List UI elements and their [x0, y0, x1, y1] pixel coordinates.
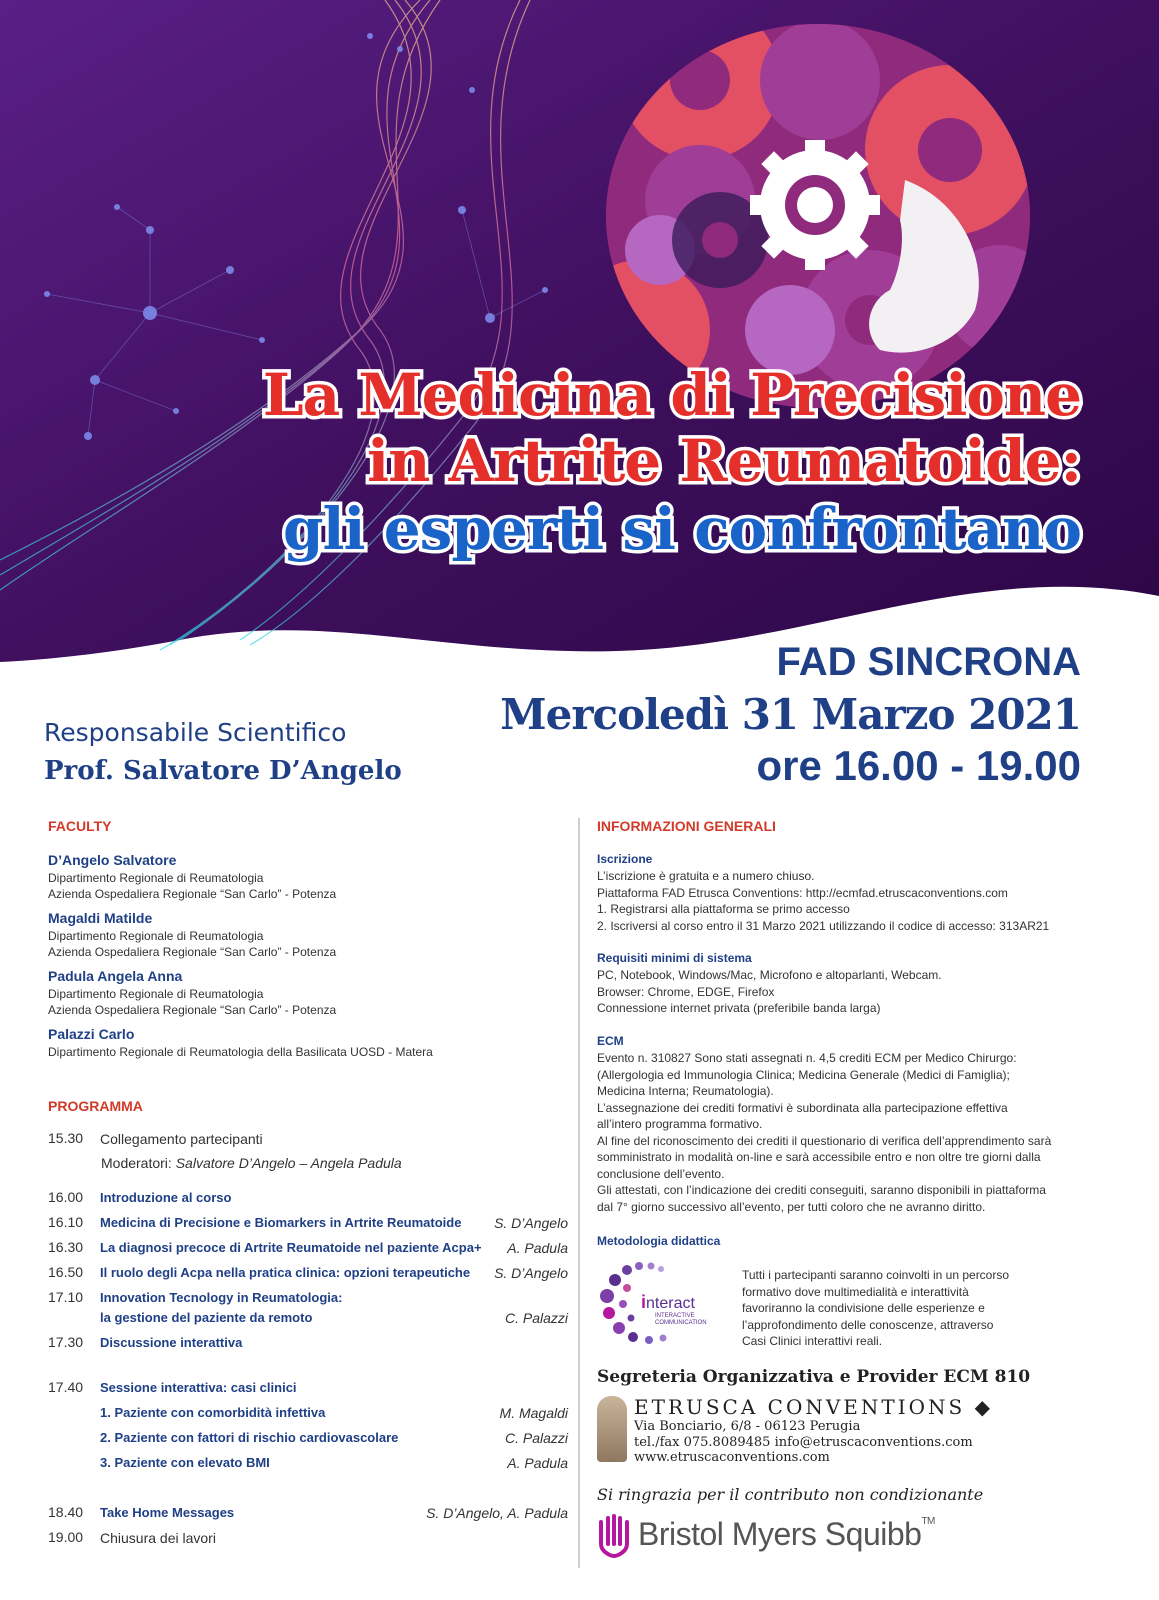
program-row — [48, 1264, 568, 1286]
faculty-name: Padula Angela Anna — [48, 968, 183, 984]
event-date: Mercoledì 31 Marzo 2021 — [500, 690, 1081, 739]
program-speaker: A. Padula — [507, 1455, 568, 1471]
faculty-heading: FACULTY — [48, 818, 112, 834]
event-time: ore 16.00 - 19.00 — [756, 742, 1081, 789]
segreteria-heading: Segreteria Organizzativa e Provider ECM 810 — [597, 1367, 1031, 1387]
info-line: (Allergologia ed Immunologia Clinica; Medicina Generale (Medici di Famiglia); — [597, 1067, 1010, 1082]
info-line: Piattaforma FAD Etrusca Conventions: http://ecmfad.etruscaconventions.com — [597, 885, 1008, 900]
faculty-member — [48, 968, 336, 1018]
bms-mark-icon — [597, 1514, 631, 1558]
program-speaker: S. D’Angelo — [494, 1215, 568, 1231]
program-row — [48, 1239, 568, 1261]
faculty-name: D’Angelo Salvatore — [48, 852, 177, 868]
program-time: 18.40 — [48, 1504, 84, 1520]
program-row — [48, 1529, 568, 1551]
interact-logo — [597, 1258, 727, 1348]
program-time: 19.00 — [48, 1529, 84, 1545]
ecm-text — [597, 1050, 1051, 1215]
program-time: 16.50 — [48, 1264, 84, 1280]
info-heading: INFORMAZIONI GENERALI — [597, 818, 776, 834]
program-text: Collegamento partecipanti — [100, 1131, 263, 1147]
title-line-3: gli esperti si confrontano — [282, 495, 1081, 563]
info-line: L’assegnazione dei crediti formativi è subordinata alla partecipazione effettiva — [597, 1100, 1008, 1115]
requisiti-text — [597, 967, 942, 1017]
faculty-name: Magaldi Matilde — [48, 910, 153, 926]
info-line: 1. Registrarsi alla piattaforma se primo accesso — [597, 902, 850, 916]
info-line: Al fine del riconoscimento dei crediti il questionario di verifica dell’apprendimento sarà — [597, 1133, 1052, 1148]
info-line: favoriranno la condivisione delle esperienze e — [742, 1301, 985, 1315]
program-row — [48, 1214, 568, 1236]
programma-heading: PROGRAMMA — [48, 1098, 143, 1114]
program-text: Discussione interattiva — [100, 1335, 243, 1350]
etrusca-contact: tel./fax 075.8089485 info@etruscaconventions.com — [634, 1435, 973, 1450]
responsabile-label: Responsabile Scientifico — [44, 718, 347, 747]
program-text: Introduzione al corso — [100, 1190, 232, 1205]
bms-logo-icon — [597, 1514, 631, 1558]
program-time: 17.30 — [48, 1334, 84, 1350]
requisiti-title: Requisiti minimi di sistema — [597, 951, 752, 965]
moderatori-label: Moderatori: — [101, 1155, 172, 1171]
program-text: Sessione interattiva: casi clinici — [100, 1380, 297, 1395]
etrusca-web: www.etruscaconventions.com — [634, 1450, 830, 1465]
hero-banner — [0, 0, 1159, 680]
program-row — [48, 1504, 568, 1526]
etrusca-address: Via Bonciario, 6/8 - 06123 Perugia — [634, 1419, 861, 1434]
metodologia-title: Metodologia didattica — [597, 1234, 721, 1248]
info-line: all’intero programma formativo. — [597, 1117, 763, 1131]
program-row — [48, 1429, 568, 1451]
info-line: L’iscrizione è gratuita e a numero chiuso. — [597, 869, 815, 883]
program-speaker: A. Padula — [507, 1240, 568, 1256]
program-time: 16.00 — [48, 1189, 84, 1205]
program-row — [48, 1334, 568, 1356]
sponsor-thanks: Si ringrazia per il contributo non condizionante — [597, 1485, 984, 1504]
program-time: 15.30 — [48, 1130, 84, 1146]
info-line: Medicina Interna; Reumatologia). — [597, 1084, 774, 1098]
faculty-member — [48, 852, 336, 902]
faculty-affiliation: Dipartimento Regionale di Reumatologia — [48, 987, 264, 1001]
info-line: dal 7° giorno successivo all’evento, per tutti coloro che ne avranno diritto. — [597, 1199, 986, 1214]
info-line: 2. Iscriversi al corso entro il 31 Marzo 2021 utilizzando il codice di accesso: 313AR21 — [597, 918, 1050, 933]
info-line: Casi Clinici interattivi reali. — [742, 1334, 883, 1348]
interact-logo-text: interact — [641, 1292, 695, 1312]
info-line: conclusione dell’evento. — [597, 1166, 725, 1181]
info-line: formativo dove multimedialità e interattività — [742, 1284, 969, 1299]
responsabile-name: Prof. Salvatore D’Angelo — [44, 756, 402, 786]
program-text: 3. Paziente con elevato BMI — [100, 1455, 270, 1470]
faculty-affiliation: Azienda Ospedaliera Regionale “San Carlo” - Potenza — [48, 945, 337, 959]
hero-artwork — [0, 0, 1159, 680]
moderatori-names: Salvatore D’Angelo – Angela Padula — [175, 1155, 402, 1171]
program-row — [48, 1189, 568, 1211]
etrusca-name — [634, 1395, 993, 1419]
program-text: 1. Paziente con comorbidità infettiva — [100, 1405, 326, 1420]
column-divider — [578, 818, 580, 1568]
info-line: PC, Notebook, Windows/Mac, Microfono e altoparlanti, Webcam. — [597, 968, 942, 982]
program-speaker: S. D’Angelo, A. Padula — [426, 1505, 568, 1521]
info-line: Connessione internet privata (preferibile banda larga) — [597, 1001, 881, 1015]
program-speaker: M. Magaldi — [499, 1405, 568, 1421]
title-line-2: in Artrite Reumatoide: — [367, 427, 1081, 495]
info-line: Tutti i partecipanti saranno coinvolti in un percorso — [742, 1268, 1010, 1282]
faculty-member — [48, 1026, 433, 1060]
event-mode: FAD SINCRONA — [776, 640, 1081, 684]
moderatori — [101, 1155, 402, 1171]
info-line: Gli attestati, con l’indicazione dei crediti conseguiti, saranno disponibili in piattaforma — [597, 1183, 1046, 1197]
bms-logo-text — [638, 1516, 935, 1553]
bms-name: Bristol Myers Squibb — [638, 1516, 922, 1552]
metodologia-text — [742, 1267, 1042, 1350]
diamond-icon: ◆ — [974, 1395, 993, 1419]
bms-tm: TM — [921, 1516, 935, 1527]
ecm-title: ECM — [597, 1034, 624, 1048]
program-row — [48, 1379, 568, 1401]
faculty-affiliation: Dipartimento Regionale di Reumatologia — [48, 871, 264, 885]
program-row — [48, 1404, 568, 1426]
etrusca-logo-icon — [597, 1396, 627, 1462]
program-row — [48, 1289, 568, 1311]
faculty-affiliation: Azienda Ospedaliera Regionale “San Carlo” - Potenza — [48, 1003, 337, 1017]
program-text: 2. Paziente con fattori di rischio cardiovascolare — [100, 1430, 399, 1445]
program-time: 16.30 — [48, 1239, 84, 1255]
etrusca-name-text: ETRUSCA CONVENTIONS — [634, 1395, 966, 1419]
iscrizione-title: Iscrizione — [597, 852, 653, 866]
program-text: Medicina di Precisione e Biomarkers in Artrite Reumatoide — [100, 1215, 462, 1230]
info-line: somministrato in modalità on-line e sarà accessibile entro e non oltre tre giorni dalla — [597, 1150, 1041, 1164]
program-text: Innovation Tecnology in Reumatologia: — [100, 1290, 343, 1305]
info-line: Evento n. 310827 Sono stati assegnati n. 4,5 crediti ECM per Medico Chirurgo: — [597, 1051, 1017, 1065]
program-speaker: S. D’Angelo — [494, 1265, 568, 1281]
info-line: l’approfondimento delle conoscenze, attraverso — [742, 1317, 994, 1332]
info-line: Browser: Chrome, EDGE, Firefox — [597, 984, 775, 999]
program-row — [48, 1309, 568, 1331]
interact-logo-main: nteract — [646, 1295, 695, 1312]
program-row — [48, 1130, 568, 1152]
program-text: Chiusura dei lavori — [100, 1530, 216, 1546]
program-text: La diagnosi precoce di Artrite Reumatoide nel paziente Acpa+ — [100, 1240, 482, 1255]
title-line-1: La Medicina di Precisione — [262, 361, 1081, 429]
iscrizione-text — [597, 868, 1049, 934]
program-text: la gestione del paziente da remoto — [100, 1310, 313, 1325]
program-text: Il ruolo degli Acpa nella pratica clinica: opzioni terapeutiche — [100, 1265, 471, 1280]
program-time: 17.40 — [48, 1379, 84, 1395]
faculty-affiliation: Azienda Ospedaliera Regionale “San Carlo” - Potenza — [48, 887, 337, 901]
program-time: 17.10 — [48, 1289, 84, 1305]
program-text: Take Home Messages — [100, 1505, 235, 1520]
faculty-member — [48, 910, 336, 960]
faculty-affiliation: Dipartimento Regionale di Reumatologia — [48, 929, 264, 943]
program-time: 16.10 — [48, 1214, 84, 1230]
faculty-name: Palazzi Carlo — [48, 1026, 135, 1042]
program-row — [48, 1454, 568, 1476]
interact-logo-sub: INTERACTIVE COMMUNICATION — [655, 1313, 707, 1326]
program-speaker: C. Palazzi — [504, 1310, 568, 1326]
faculty-affiliation: Dipartimento Regionale di Reumatologia della Basilicata UOSD - Matera — [48, 1045, 433, 1059]
program-speaker: C. Palazzi — [504, 1430, 568, 1446]
